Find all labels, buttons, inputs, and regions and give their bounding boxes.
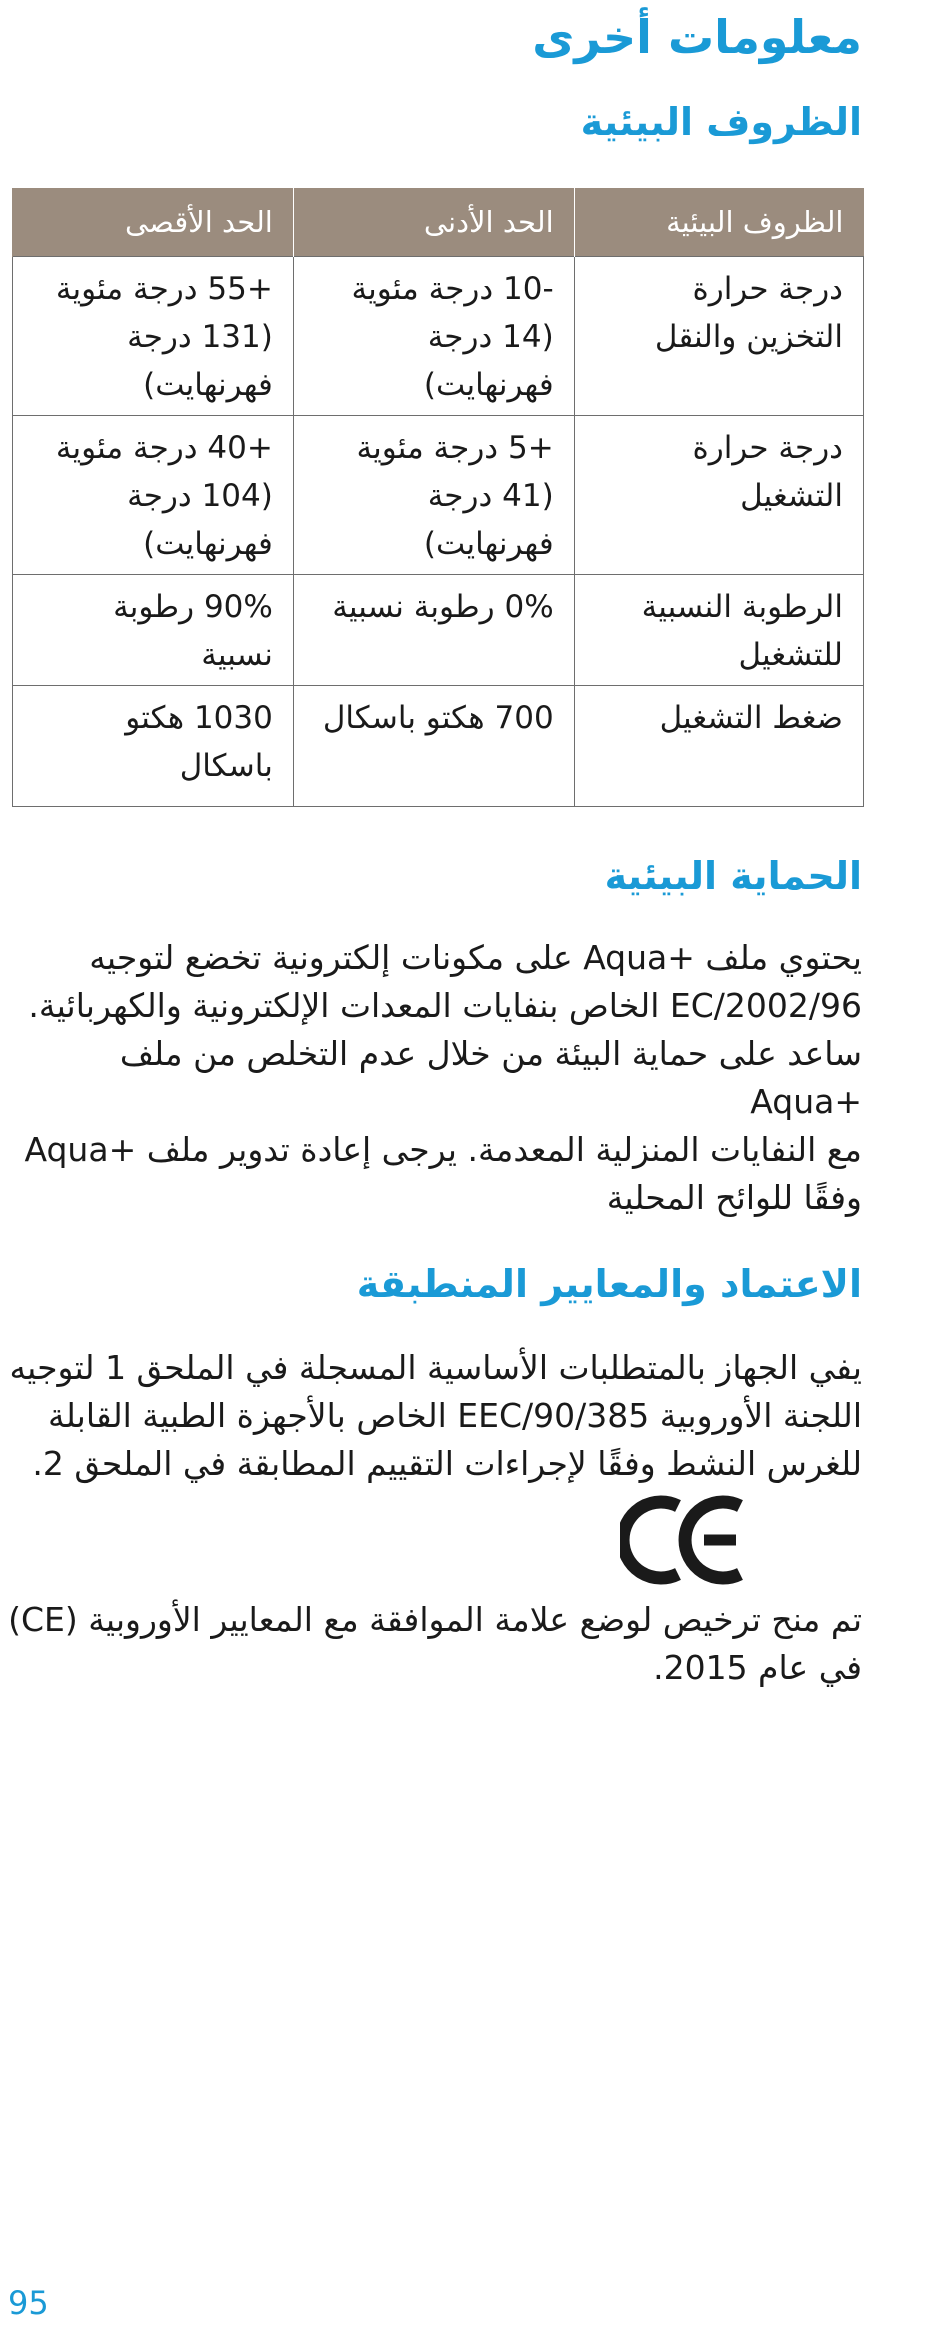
paragraph-line: تم منح ترخيص لوضع علامة الموافقة مع المعايير الأوروبية (CE)	[8, 1600, 862, 1639]
ce-mark-icon	[620, 1490, 750, 1594]
table-header-row	[13, 188, 864, 257]
table-row	[13, 575, 864, 686]
ce-authorization-paragraph	[2, 1596, 862, 1692]
env-conditions-heading: الظروف البيئية	[580, 100, 862, 144]
table-cell: +5 درجة مئوية (41 درجة فهرنهايت)	[293, 416, 574, 575]
table-cell: الرطوبة النسبية للتشغيل	[574, 575, 863, 686]
table-cell: 90% رطوبة نسبية	[13, 575, 294, 686]
table-cell: ضغط التشغيل	[574, 686, 863, 807]
paragraph-line: يفي الجهاز بالمتطلبات الأساسية المسجلة في الملحق 1 لتوجيه	[9, 1348, 862, 1387]
paragraph-line: 2002/96/EC الخاص بنفايات المعدات الإلكترونية والكهربائية.	[28, 986, 862, 1025]
paragraph-line: مع النفايات المنزلية المعدمة. يرجى إعادة تدوير ملف +Aqua	[24, 1130, 862, 1169]
table-cell: +40 درجة مئوية (104 درجة فهرنهايت)	[13, 416, 294, 575]
certification-heading: الاعتماد والمعايير المنطبقة	[356, 1262, 862, 1306]
paragraph-line: في عام 2015.	[653, 1648, 862, 1687]
table-cell: 1030 هكتو باسكال	[13, 686, 294, 807]
table-row	[13, 257, 864, 416]
paragraph-line: ساعد على حماية البيئة من خلال عدم التخلص من ملف +Aqua	[119, 1034, 862, 1121]
table-cell: -10 درجة مئوية (14 درجة فهرنهايت)	[293, 257, 574, 416]
table-cell: درجة حرارة التشغيل	[574, 416, 863, 575]
table-row	[13, 686, 864, 807]
table-cell: +55 درجة مئوية (131 درجة فهرنهايت)	[13, 257, 294, 416]
table-cell: 700 هكتو باسكال	[293, 686, 574, 807]
env-conditions-table	[12, 188, 864, 807]
table-cell: درجة حرارة التخزين والنقل	[574, 257, 863, 416]
env-protection-paragraph	[2, 934, 862, 1222]
certification-paragraph	[2, 1344, 862, 1488]
paragraph-line: وفقًا للوائح المحلية	[606, 1178, 862, 1217]
table-cell: 0% رطوبة نسبية	[293, 575, 574, 686]
table-header-cell: الحد الأدنى	[293, 188, 574, 257]
paragraph-line: للغرس النشط وفقًا لإجراءات التقييم المطابقة في الملحق 2.	[32, 1444, 862, 1483]
env-protection-heading: الحماية البيئية	[604, 854, 862, 898]
table-header-cell: الظروف البيئية	[574, 188, 863, 257]
table-header-cell: الحد الأقصى	[13, 188, 294, 257]
table-row	[13, 416, 864, 575]
main-heading: معلومات أخرى	[532, 10, 862, 64]
page-number: 95	[8, 2284, 49, 2322]
paragraph-line: اللجنة الأوروبية 90/385/EEC الخاص بالأجهزة الطبية القابلة	[48, 1396, 862, 1435]
paragraph-line: يحتوي ملف +Aqua على مكونات إلكترونية تخضع لتوجيه	[89, 938, 862, 977]
